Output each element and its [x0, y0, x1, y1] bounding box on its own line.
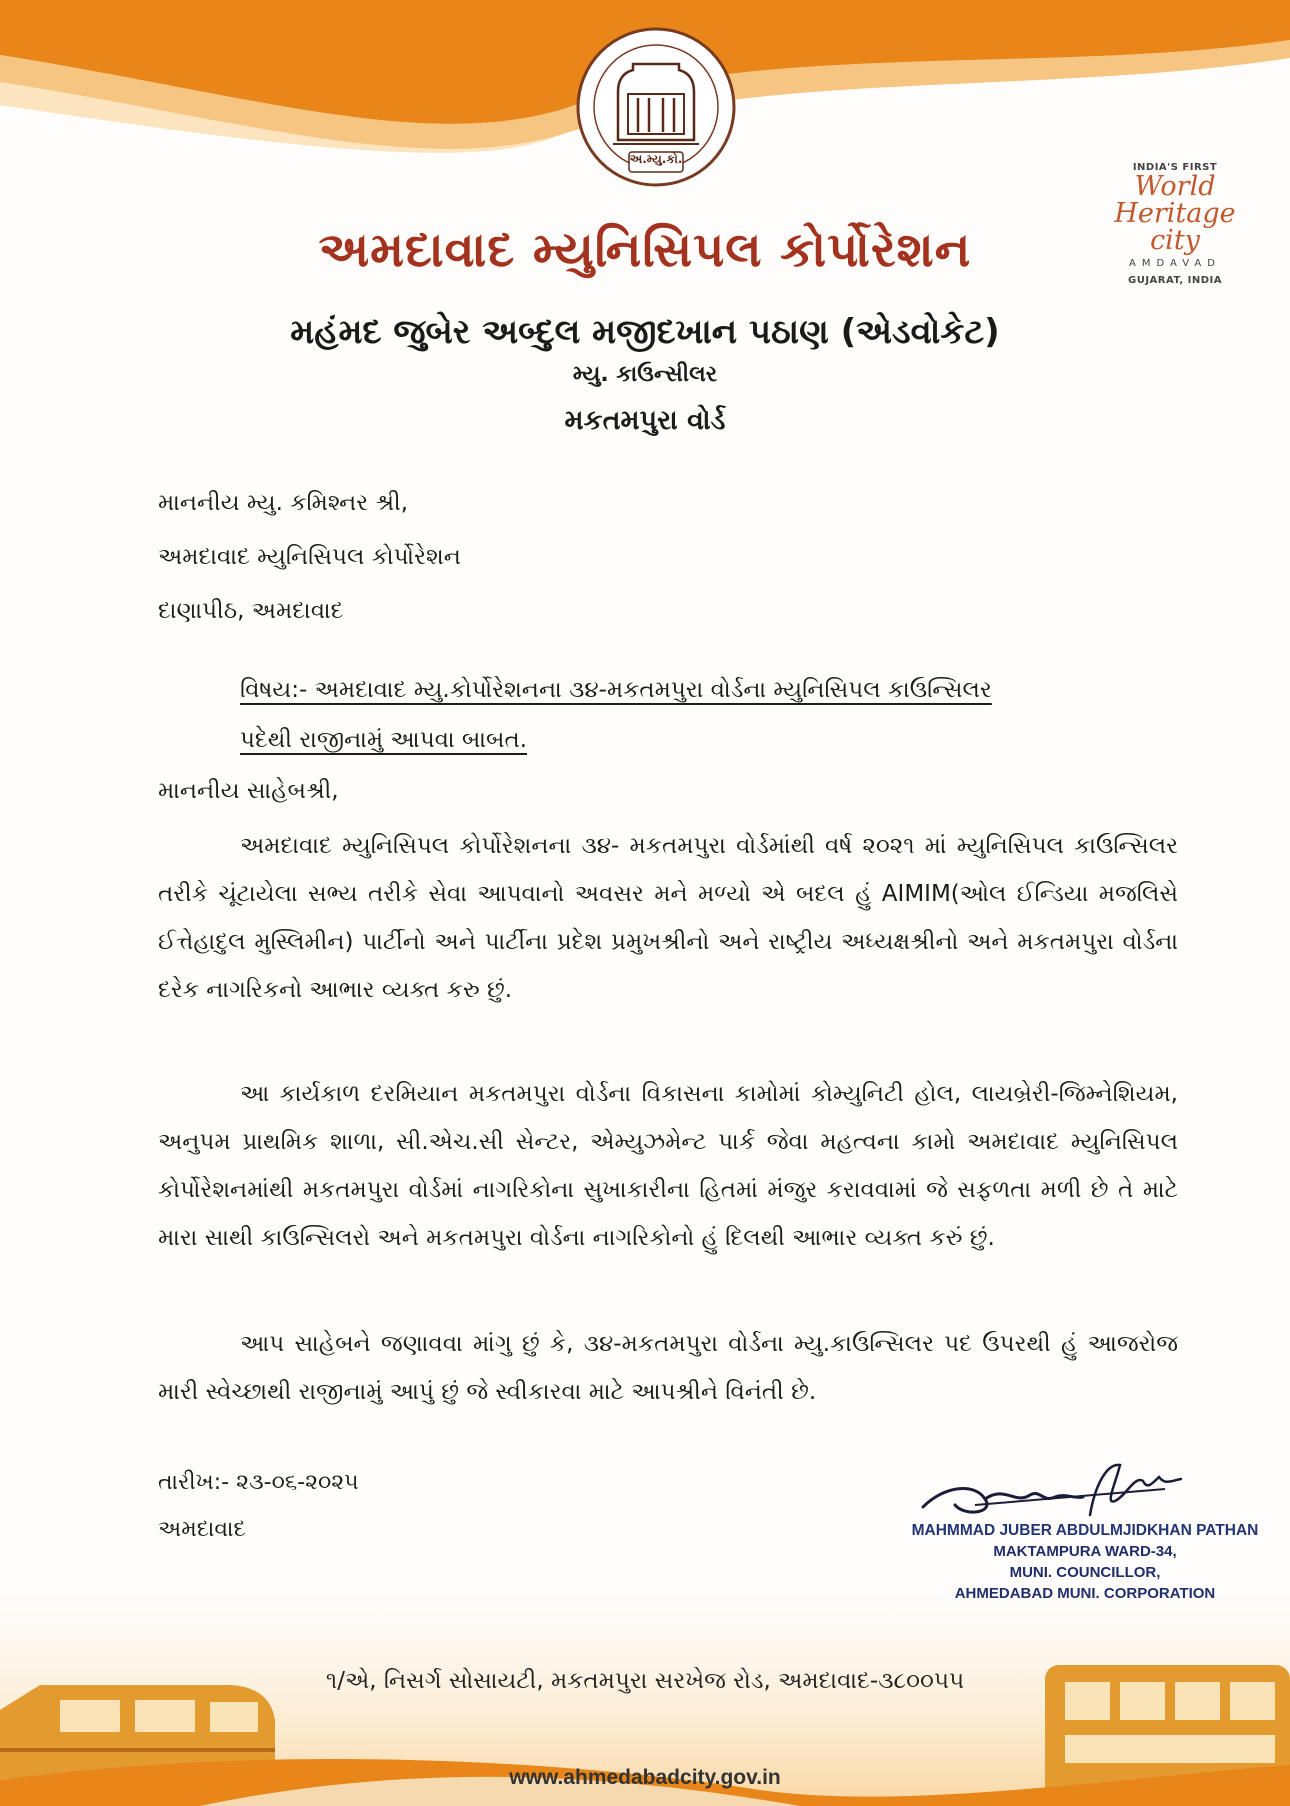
footer-address: ૧/એ, નિસર્ગ સોસાયટી, મકતમપુરા સરખેજ રોડ, અમદાવાદ-૩૮૦૦૫૫	[325, 1668, 965, 1694]
councillor-name: મહંમદ જુબેર અબ્દુલ મજીદખાન પઠાણ (એડવોકેટ)	[290, 312, 1000, 352]
heritage-world: World	[1134, 171, 1216, 202]
place: અમદાવાદ	[158, 1517, 246, 1542]
heritage-bottom-text: GUJARAT, INDIA	[1128, 275, 1222, 286]
ward-name: મકતમપુરા વોર્ડ	[564, 405, 726, 436]
body-paragraph-2: આ કાર્યકાળ દરમિયાન મકતમપુરા વોર્ડના વિકાસના કામોમાં કોમ્યુનિટી હોલ, લાયબ્રેરી-જિમ્નેશિયમ, અનુપમ પ્રાથમિક શાળા, સી.એચ.સી સેન્ટર, એમ્યુઝમેન્ટ પાર્ક જેવા મહત્વના કામો અમદાવાદ મ્યુનિસિપલ કોર્પોરેશનમાંથી મકતમપુરા વોર્ડમાં નાગરિકોના સુખાકારીના હિતમાં મંજુર કરાવવામાં જે સફળતા મળી છે તે માટે મારા સાથી કાઉન્સિલરો અને મકતમપુરા વોર્ડના નાગરિકોનો હું દિલથી આભાર વ્યક્ત કરું છું.	[158, 1081, 1178, 1251]
stamp-name: MAHMMAD JUBER ABDULMJIDKHAN PATHAN	[911, 1522, 1259, 1539]
subject-line-1: વિષય:- અમદાવાદ મ્યુ.કોર્પોરેશનના ૩૪-મકતમપુરા વોર્ડના મ્યુનિસિપલ કાઉન્સિલર	[240, 677, 992, 703]
stamp-designation: MUNI. COUNCILLOR,	[1009, 1564, 1161, 1581]
subject-line-2: પદેથી રાજીનામું આપવા બાબત.	[240, 727, 528, 753]
addressee-line-1: માનનીય મ્યુ. કમિશ્નર શ્રી,	[158, 490, 409, 516]
heritage-top-text: INDIA'S FIRST	[1132, 162, 1218, 173]
heritage-city: city	[1150, 225, 1200, 256]
body-paragraph-1: અમદાવાદ મ્યુનિસિપલ કોર્પોરેશનના ૩૪- મકતમપુરા વોર્ડમાંથી વર્ષ ૨૦૨૧ માં મ્યુનિસિપલ કાઉન્સિલર તરીકે ચૂંટાયેલા સભ્ય તરીકે સેવા આપવાનો અવસર મને મળ્યો એ બદલ હું AIMIM(ઓલ ઈન્ડિયા મજલિસે ઈત્તેહાદુલ મુસ્લિમીન) પાર્ટીનો અને પાર્ટીના પ્રદેશ પ્રમુખશ્રીનો અને રાષ્ટ્રીય અધ્યક્ષશ્રીનો અને મકતમપુરા વોર્ડના દરેક નાગરિકનો આભાર વ્યક્ત કરુ છું.	[158, 833, 1178, 1003]
body-paragraph-3: આપ સાહેબને જણાવવા માંગુ છું કે, ૩૪-મકતમપુરા વોર્ડના મ્યુ.કાઉન્સિલર પદ ઉપરથી હું આજરોજ મારી સ્વેચ્છાથી રાજીનામું આપું છું જે સ્વીકારવા માટે આપશ્રીને વિનંતી છે.	[158, 1331, 1178, 1405]
organization-title: અમદાવાદ મ્યુનિસિપલ કોર્પોરેશન	[318, 222, 972, 278]
designation: મ્યુ. કાઉન્સીલર	[572, 362, 718, 387]
website-link[interactable]: www.ahmedabadcity.gov.in	[509, 1766, 781, 1789]
emblem-initials: અ.મ્યુ.કો.	[629, 152, 683, 166]
addressee-line-3: દાણાપીઠ, અમદાવાદ	[158, 598, 344, 624]
subject	[240, 665, 1180, 765]
heritage-amdavad: AMDAVAD	[1129, 258, 1221, 269]
heritage-heritage: Heritage	[1114, 198, 1236, 229]
salutation: માનનીય સાહેબશ્રી,	[158, 778, 339, 804]
stamp-ward: MAKTAMPURA WARD-34,	[993, 1543, 1177, 1560]
addressee-line-2: અમદાવાદ મ્યુનિસિપલ કોર્પોરેશન	[158, 544, 461, 570]
date: તારીખ:- ૨૩-૦૬-૨૦૨૫	[158, 1470, 359, 1495]
